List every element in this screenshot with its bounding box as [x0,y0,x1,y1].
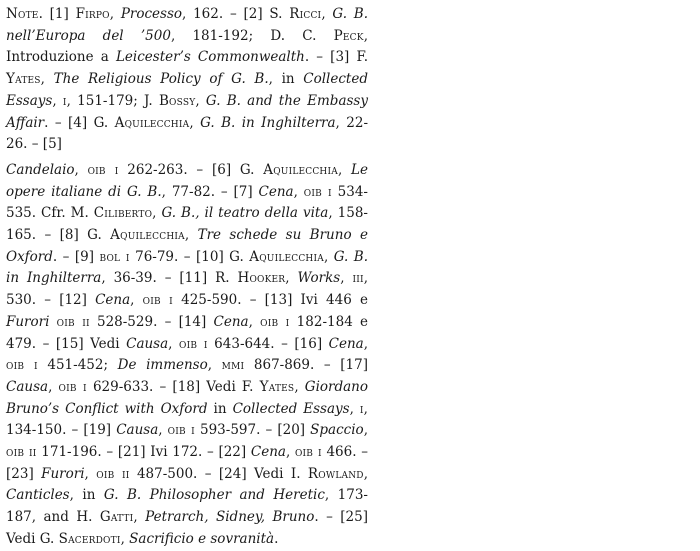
small-caps-run: oib i [260,313,290,330]
text-run: , [340,270,353,287]
small-caps-run: oib ii [56,313,90,330]
small-caps-run: oib i [58,378,87,395]
notes-paragraph-1 [6,4,368,156]
text-run: , [349,400,360,417]
italic-run: Collected Essays [232,400,350,417]
text-run: , [184,227,198,244]
small-caps-run: Gatti [99,509,134,526]
small-caps-run: Note [6,6,39,22]
text-run: , [74,161,88,178]
small-caps-run: Ricci [289,6,322,22]
small-caps-run: i [62,92,67,109]
small-caps-run: oib i [303,183,332,200]
text-run: , 530. – [12] [6,270,368,309]
italic-run: The Religious Policy of G. B. [53,71,269,88]
italic-run: Furori [6,313,50,330]
italic-run: Candelaio [6,161,75,178]
small-caps-run: Aquilecchia [249,248,324,265]
text-run: , [363,422,368,439]
text-run: , 173-187, and H. [6,487,368,526]
text-run: 593-597. – [20] [194,422,311,439]
text-run: . [1] [38,6,76,22]
text-run: 528-529. – [14] [89,313,214,330]
text-run: , [207,357,222,374]
text-run: , [363,465,368,482]
text-run: , 162. – [2] S. [182,6,290,22]
text-run: 451-452; [37,357,118,374]
small-caps-run: oib i [179,335,208,352]
small-caps-run: Bossy [158,92,196,109]
text-run: , 158-165. – [8] G. [6,205,368,244]
italic-run: Causa [6,378,49,395]
italic-run: Le opere italiane di G. B. [6,161,368,200]
small-caps-run: Rowland [307,465,364,482]
small-caps-run: oib ii [96,465,130,482]
text-run: , [337,161,352,178]
text-run: . [274,530,279,547]
text-run: , Introduzione a [6,27,368,66]
text-run: 487-500. – [24] Vedi I. [129,465,308,482]
small-caps-run: Peck [333,27,364,44]
small-caps-run: Aquilecchia [263,161,338,178]
text-run: , [323,248,334,265]
small-caps-run: oib i [167,422,195,439]
italic-run: G. B. in Inghilterra [6,248,368,287]
text-run: , [84,465,97,482]
text-run: , [40,71,54,88]
small-caps-run: oib i [294,444,322,461]
small-caps-run: Aquilecchia [114,114,190,131]
small-caps-run: Yates [259,378,295,395]
text-run: , 77-82. – [7] [161,183,259,200]
text-run: , [158,422,168,439]
small-caps-run: Aquilecchia [110,227,185,244]
text-run: , 22-26. – [5] [6,114,369,153]
text-run: , [109,6,121,22]
italic-run: Spaccio [310,422,364,439]
small-caps-run: mmi [221,357,245,374]
small-caps-run: oib ii [6,444,37,461]
italic-run: Cena [250,444,286,461]
italic-run: G. B. nell’Europa del ’500 [6,6,369,44]
text-run: , [363,335,368,352]
text-run: 534-535. Cfr. M. [6,183,368,222]
italic-run: Canticles [6,487,70,504]
small-caps-run: Hooker [237,270,286,287]
small-caps-run: Yates [6,71,41,88]
text-run: , [133,509,146,526]
text-run: 76-79. – [10] G. [129,248,250,265]
italic-run: Cena [213,313,249,330]
notes-block [6,4,368,551]
text-run: , 134-150. – [19] [6,400,368,439]
text-run: , [130,292,143,309]
text-run: , [321,6,333,22]
text-run [49,314,56,330]
small-caps-run: Firpo [75,6,110,22]
italic-run: Giordano Bruno’s Conflict with Oxford [6,378,368,417]
italic-run: G. B. Philosopher and Heretic [103,487,325,504]
text-run: in [207,400,233,417]
italic-run: Leicester’s Commonwealth [115,49,305,66]
text-run: 466. – [23] [6,444,368,482]
text-run: , in [69,487,104,504]
text-run: , [293,183,304,200]
italic-run: Furori [41,465,85,482]
text-run: , 181-192; D. C. [170,27,334,44]
italic-run: Works [297,270,341,287]
small-caps-run: i [359,400,364,417]
small-caps-run: Sacerdoti [58,530,121,547]
text-run: . – [4] G. [44,114,115,131]
italic-run: Causa [116,422,159,439]
italic-run: Cena [258,183,294,200]
text-run: 182-184 e 479. – [15] Vedi [6,313,368,352]
italic-run: G. B. in Inghilterra [200,114,336,131]
italic-run: Petrarch, Sidney, Bruno [145,509,315,526]
small-caps-run: bol i [99,248,130,265]
text-run: 629-633. – [18] Vedi F. [86,378,260,395]
text-run: 262-263. – [6] G. [118,161,264,178]
italic-run: Processo [120,6,183,22]
text-run: . – [3] F. [304,49,369,66]
italic-run: Cena [95,292,131,309]
italic-run: Sacrificio e sovranità [129,530,275,547]
text-run: 425-590. – [13] Ivi 446 e [172,292,368,309]
text-run: , [248,313,261,330]
text-run: , [195,92,206,109]
text-run: , 151-179; J. [66,92,159,109]
text-run: , 36-39. – [11] R. [101,270,238,287]
text-run: 867-869. – [17] [244,357,368,374]
italic-run: Causa [126,335,169,352]
text-run: 643-644. – [16] [207,335,329,352]
text-run: , [285,270,298,287]
text-run: , in [268,71,304,88]
italic-run: Cena [328,335,364,352]
small-caps-run: iii [352,270,364,287]
italic-run: Tre schede su Bruno e Oxford [6,227,368,265]
notes-paragraph-2 [6,160,368,551]
small-caps-run: oib i [6,357,38,374]
text-run: , [48,378,59,395]
italic-run: De immenso [117,357,208,374]
text-run: , [52,92,63,109]
italic-run: G. B. and the Embassy Affair [6,92,368,131]
text-run: , [168,335,179,352]
text-run: , [294,378,305,395]
text-run: . – [25] Vedi G. [6,509,368,547]
text-run: , [189,114,201,131]
small-caps-run: oib i [87,161,119,178]
text-run: . – [9] [52,248,100,265]
text-run: , [285,444,295,461]
text-run: 171-196. – [21] Ivi 172. – [22] [36,444,251,461]
text-run: , [120,530,130,547]
italic-run: G. B., il teatro della vita [161,205,329,222]
italic-run: Collected Essays [6,71,368,109]
small-caps-run: Ciliberto [93,205,153,222]
text-run: , [152,205,162,222]
small-caps-run: oib i [142,292,173,309]
